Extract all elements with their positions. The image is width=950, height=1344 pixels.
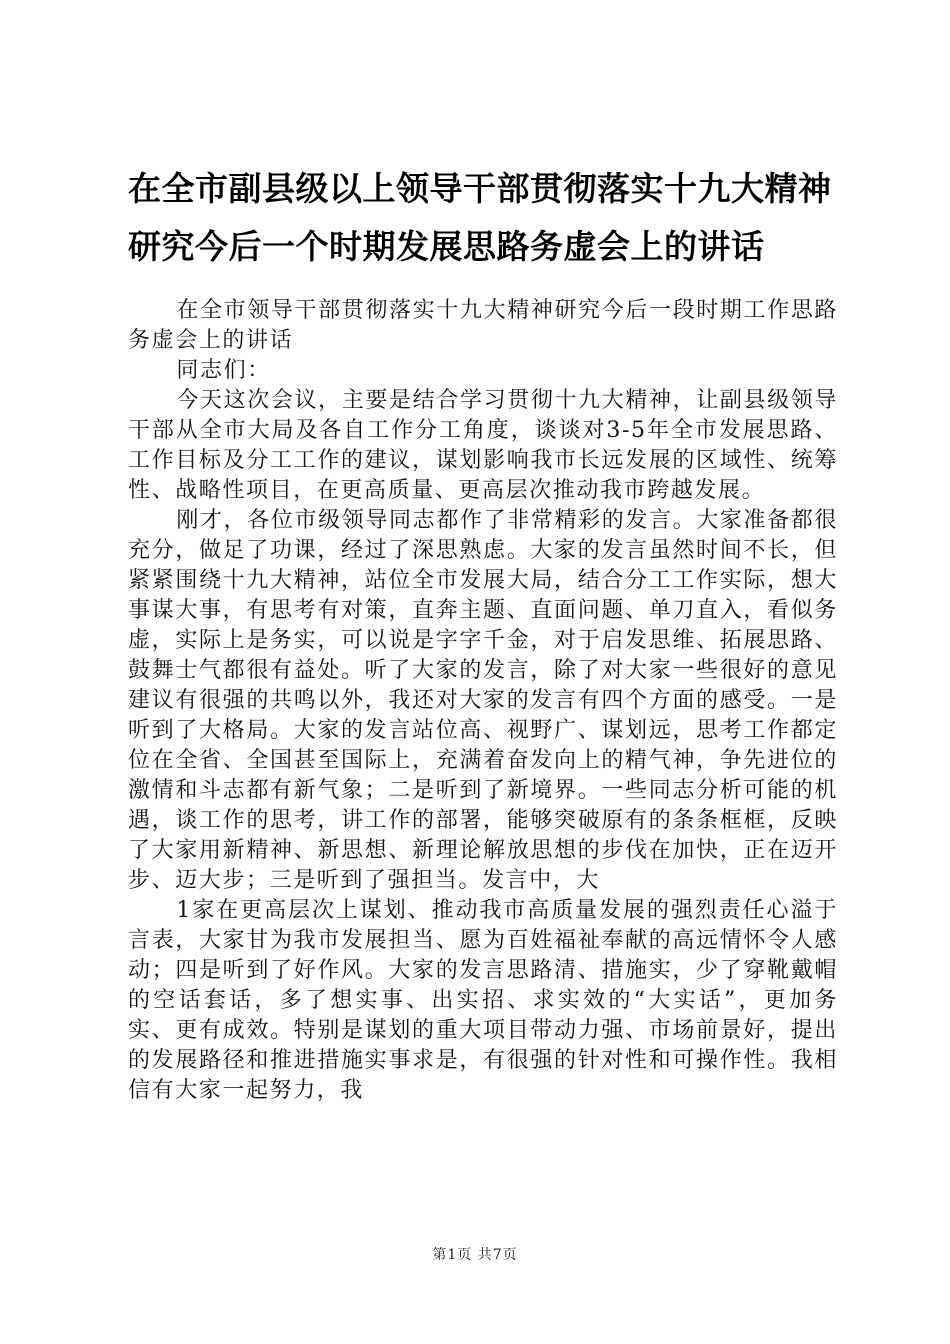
salutation-paragraph: 同志们： [176, 358, 271, 383]
body-paragraph: 1家在更高层次上谋划、推动我市高质量发展的强烈责任心溢于言表，大家甘为我市发展担当、愿为百姓福祉奉献的高远情怀令人感动；四是听到了好作风。大家的发言思路清、措施实，少了穿靴戴帽的空话套话，多了想实事、出实招、求实效的“大实话”，更加务实、更有成效。特别是谋划的重大项目带动力强、市场前景好，提出的发展路径和推进措施实事求是，有很强的针对性和可操作性。我相信有大家一起努力，我 [128, 898, 838, 1103]
body-paragraph: 今天这次会议，主要是结合学习贯彻十九大精神，让副县级领导干部从全市大局及各自工作分工角度，谈谈对3-5年全市发展思路、工作目标及分工工作的建议，谋划影响我市长远发展的区域性、统筹性、战略性项目，在更高质量、更高层次推动我市跨越发展。 [128, 388, 838, 503]
page-number-footer: 第1页 共7页 [432, 1247, 518, 1263]
document-body [128, 296, 838, 1106]
subtitle-paragraph: 在全市领导干部贯彻落实十九大精神研究今后一段时期工作思路务虚会上的讲话 [128, 298, 838, 353]
document-title: 在全市副县级以上领导干部贯彻落实十九大精神研究今后一个时期发展思路务虚会上的讲话 [128, 169, 832, 266]
body-paragraph: 刚才，各位市级领导同志都作了非常精彩的发言。大家准备都很充分，做足了功课，经过了深思熟虑。大家的发言虽然时间不长，但紧紧围绕十九大精神，站位全市发展大局，结合分工工作实际，想大事谋大事，有思考有对策，直奔主题、直面问题、单刀直入，看似务虚，实际上是务实，可以说是字字千金，对于启发思维、拓展思路、鼓舞士气都很有益处。听了大家的发言，除了对大家一些很好的意见建议有很强的共鸣以外，我还对大家的发言有四个方面的感受。一是听到了大格局。大家的发言站位高、视野广、谋划远，思考工作都定位在全省、全国甚至国际上，充满着奋发向上的精气神，争先进位的激情和斗志都有新气象；二是听到了新境界。一些同志分析可能的机遇，谈工作的思考，讲工作的部署，能够突破原有的条条框框，反映了大家用新精神、新思想、新理论解放思想的步伐在加快，正在迈开步、迈大步；三是听到了强担当。发言中，大 [128, 508, 838, 893]
